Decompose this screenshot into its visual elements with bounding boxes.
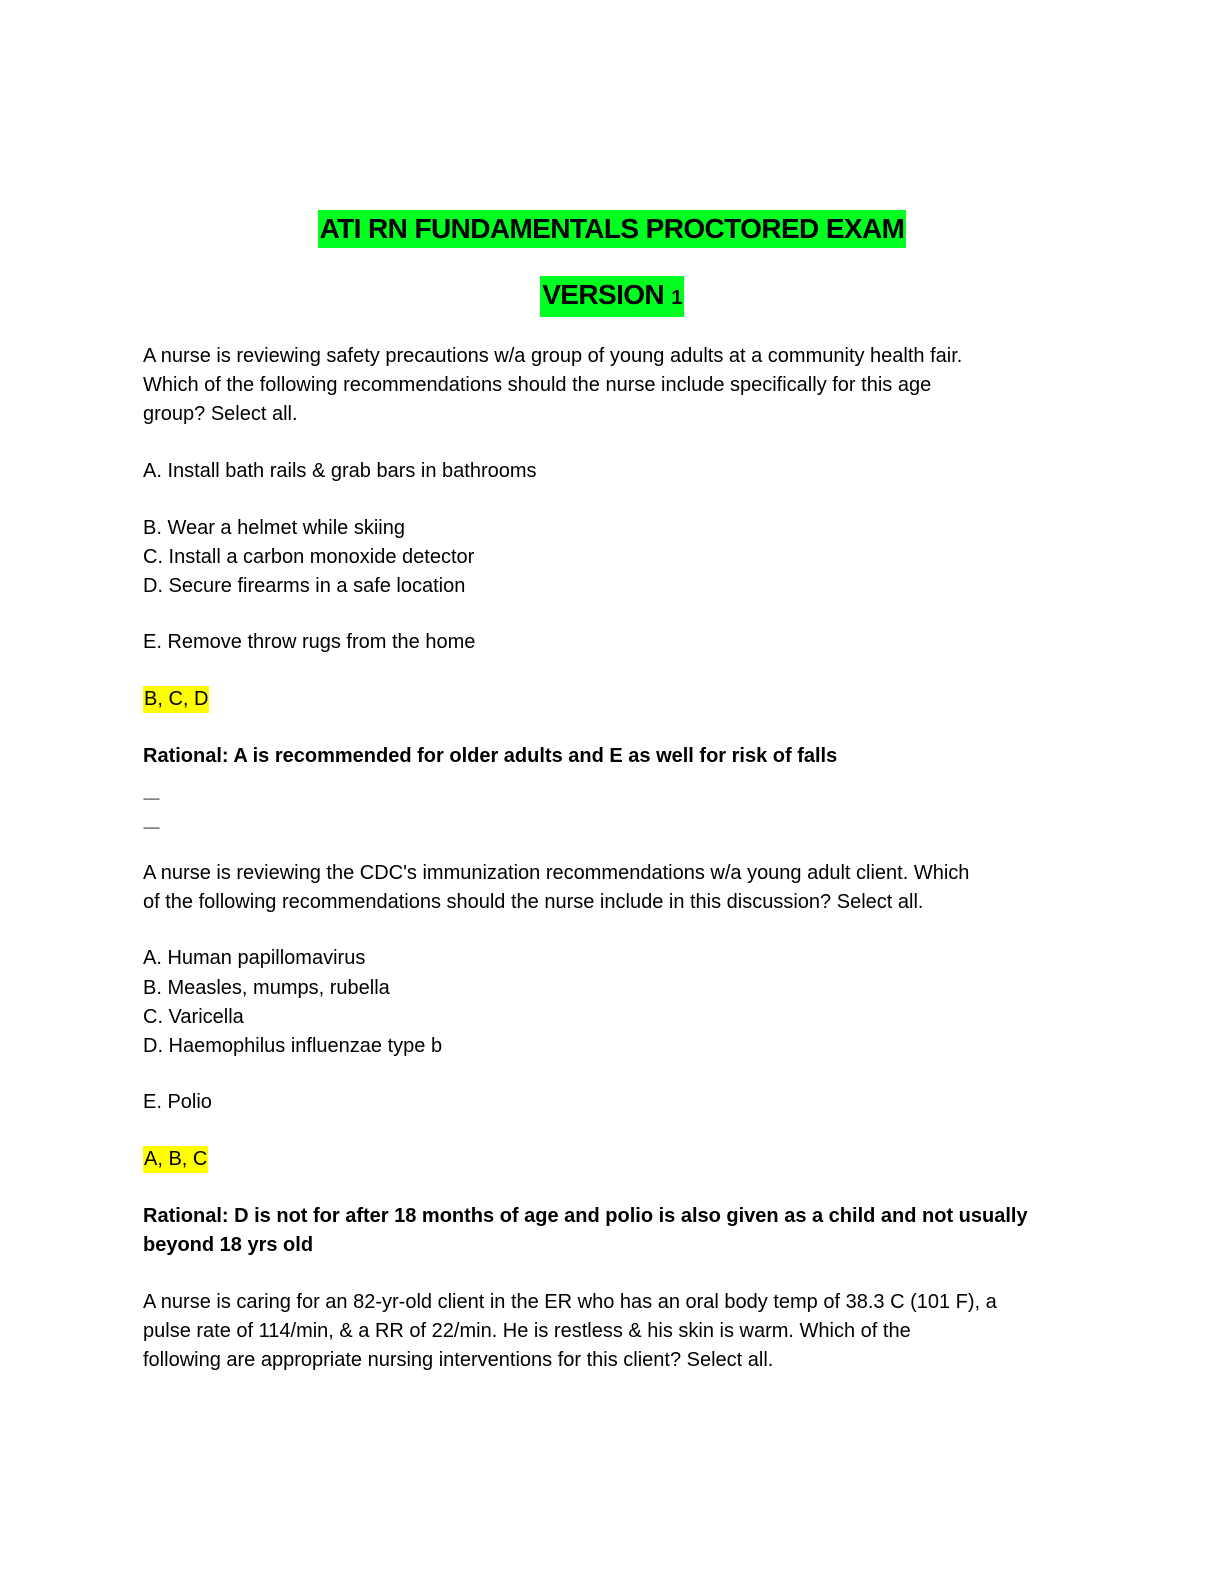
q1-option-c: C. Install a carbon monoxide detector bbox=[143, 546, 475, 568]
q2-answer-row bbox=[143, 1145, 208, 1174]
exam-title: ATI RN FUNDAMENTALS PROCTORED EXAM bbox=[318, 210, 907, 248]
q1-option-a: A. Install bath rails & grab bars in bathrooms bbox=[143, 460, 537, 482]
q2-option-e: E. Polio bbox=[143, 1091, 212, 1113]
version-heading bbox=[540, 276, 684, 317]
version-label: VERSION bbox=[542, 279, 665, 310]
q1-option-d: D. Secure firearms in a safe location bbox=[143, 575, 466, 597]
q2-option-b: B. Measles, mumps, rubella bbox=[143, 977, 390, 999]
q2-rationale-line: beyond 18 yrs old bbox=[143, 1234, 314, 1256]
q1-answer-row bbox=[143, 685, 209, 714]
q1-stem-line: A nurse is reviewing safety precautions w/a group of young adults at a community health fair. bbox=[143, 345, 963, 367]
q1-answer: B, C, D bbox=[143, 686, 209, 713]
version-number: 1 bbox=[671, 287, 682, 309]
q2-stem-line: A nurse is reviewing the CDC's immunization recommendations w/a young adult client. Which bbox=[143, 862, 970, 884]
q1-stem-line: group? Select all. bbox=[143, 403, 298, 425]
q3-stem-line: A nurse is caring for an 82-yr-old client in the ER who has an oral body temp of 38.3 C (101 F), a bbox=[143, 1291, 997, 1313]
q2-option-d: D. Haemophilus influenzae type b bbox=[143, 1035, 443, 1057]
separator: ------ bbox=[143, 822, 159, 834]
q2-answer: A, B, C bbox=[143, 1146, 208, 1173]
separator: ------ bbox=[143, 793, 159, 805]
q2-option-c: C. Varicella bbox=[143, 1006, 244, 1028]
version-row bbox=[0, 276, 1224, 317]
q3-stem-line: pulse rate of 114/min, & a RR of 22/min. He is restless & his skin is warm. Which of the bbox=[143, 1320, 911, 1342]
q1-stem-line: Which of the following recommendations should the nurse include specifically for this age bbox=[143, 374, 932, 396]
q2-stem-line: of the following recommendations should the nurse include in this discussion? Select all. bbox=[143, 891, 924, 913]
q3-stem-line: following are appropriate nursing interventions for this client? Select all. bbox=[143, 1349, 774, 1371]
q1-rationale: Rational: A is recommended for older adults and E as well for risk of falls bbox=[143, 745, 838, 767]
exam-title-row bbox=[0, 210, 1224, 248]
q2-option-a: A. Human papillomavirus bbox=[143, 947, 366, 969]
q1-option-b: B. Wear a helmet while skiing bbox=[143, 517, 405, 539]
q2-rationale-line: Rational: D is not for after 18 months of age and polio is also given as a child and not usually bbox=[143, 1205, 1028, 1227]
q1-option-e: E. Remove throw rugs from the home bbox=[143, 631, 476, 653]
